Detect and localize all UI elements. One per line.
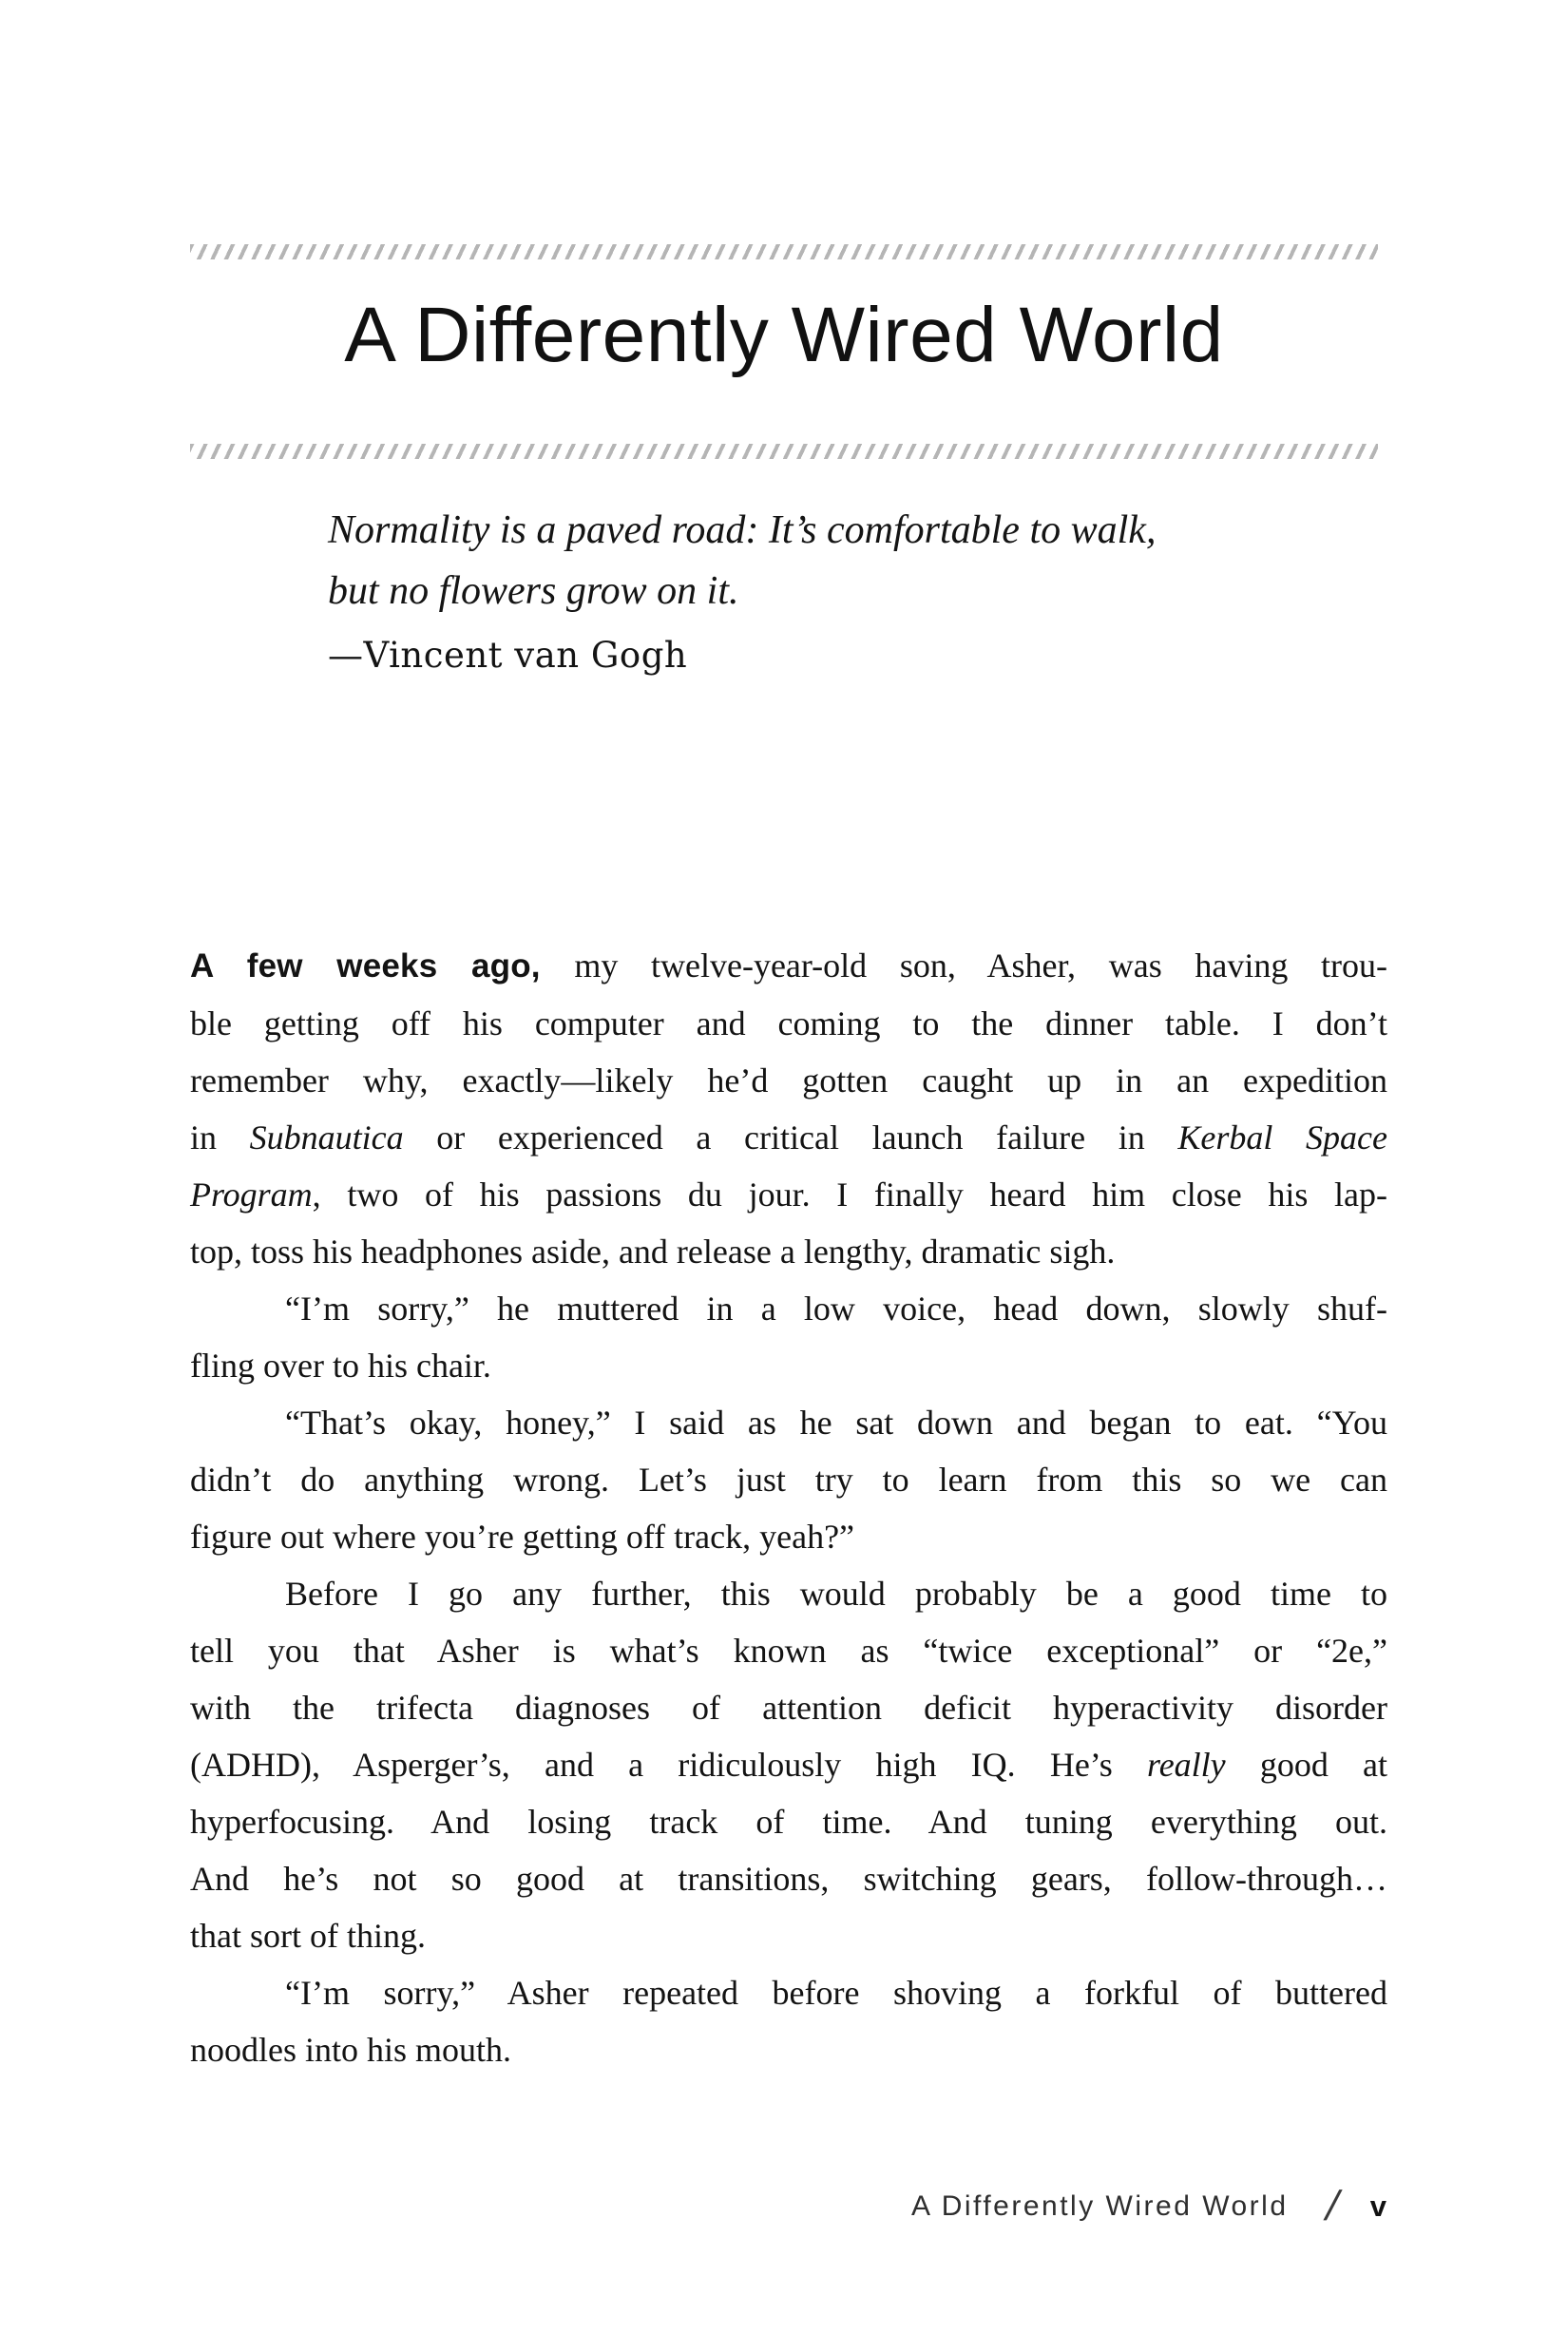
- body-line: figure out where you’re getting off track, yeah?”: [190, 1518, 855, 1556]
- body-line: “I’m sorry,” Asher repeated before shoving a forkful of buttered: [285, 1974, 1387, 2012]
- body-line: Before I go any further, this would probably be a good time to: [285, 1575, 1387, 1613]
- running-footer-title: A Differently Wired World: [911, 2190, 1289, 2222]
- body-text: [190, 937, 1387, 2078]
- body-line: noodles into his mouth.: [190, 2031, 512, 2069]
- footer-slash-separator: /: [1320, 2183, 1344, 2229]
- body-line: tell you that Asher is what’s known as “twice exceptional” or “2e,”: [190, 1632, 1387, 1670]
- body-line: with the trifecta diagnoses of attention deficit hyperactivity disorder: [190, 1689, 1387, 1727]
- decorative-hatch-rule-top: [190, 244, 1378, 259]
- body-line: that sort of thing.: [190, 1917, 426, 1955]
- chapter-title: A Differently Wired World: [344, 292, 1224, 378]
- body-line: “I’m sorry,” he muttered in a low voice, head down, slowly shuf-: [285, 1290, 1387, 1328]
- epigraph-attribution: —Vincent van Gogh: [328, 635, 688, 676]
- body-line: A few weeks ago, my twelve-year-old son, Asher, was having trou-: [190, 947, 1387, 985]
- body-line: And he’s not so good at transitions, switching gears, follow-through…: [190, 1860, 1387, 1898]
- page-footer: [190, 2183, 1387, 2229]
- body-line: Program, two of his passions du jour. I finally heard him close his lap-: [190, 1176, 1387, 1214]
- body-line: hyperfocusing. And losing track of time. And tuning everything out.: [190, 1803, 1387, 1841]
- body-line: top, toss his headphones aside, and release a lengthy, dramatic sigh.: [190, 1233, 1116, 1271]
- body-line: remember why, exactly—likely he’d gotten caught up in an expedition: [190, 1061, 1387, 1100]
- decorative-hatch-rule-bottom: [190, 444, 1378, 459]
- body-line: (ADHD), Asperger’s, and a ridiculously high IQ. He’s really good at: [190, 1746, 1388, 1784]
- epigraph: [328, 500, 1156, 686]
- body-line: ble getting off his computer and coming to the dinner table. I don’t: [190, 1004, 1387, 1042]
- epigraph-line: but no flowers grow on it.: [328, 569, 739, 613]
- body-line: “That’s okay, honey,” I said as he sat down and began to eat. “You: [285, 1404, 1387, 1442]
- page-number: v: [1369, 2189, 1387, 2223]
- body-line: fling over to his chair.: [190, 1347, 491, 1385]
- epigraph-line: Normality is a paved road: It’s comfortable to walk,: [328, 508, 1157, 552]
- body-line: in Subnautica or experienced a critical launch failure in Kerbal Space: [190, 1119, 1387, 1157]
- body-line: didn’t do anything wrong. Let’s just try to learn from this so we can: [190, 1461, 1387, 1499]
